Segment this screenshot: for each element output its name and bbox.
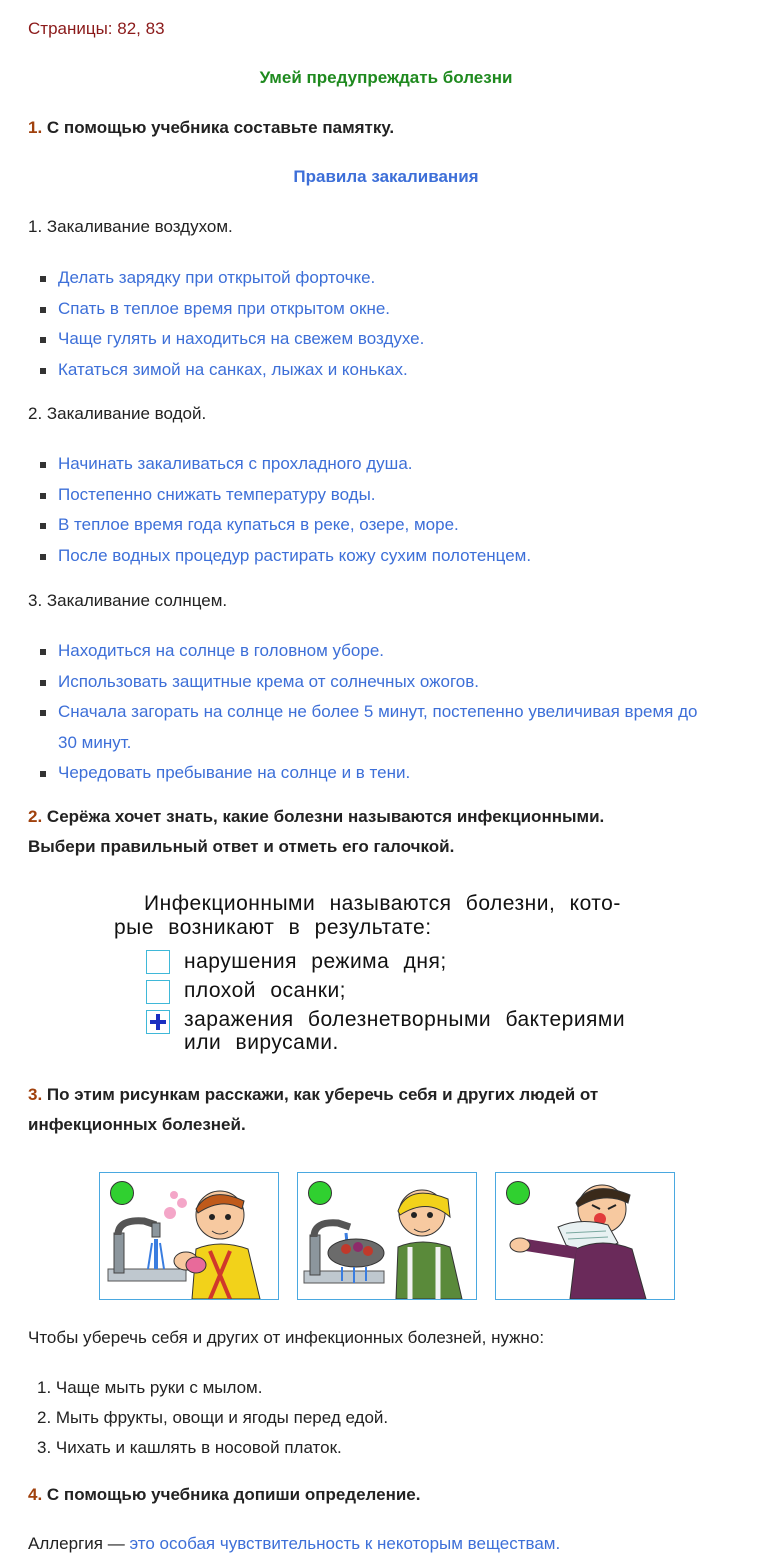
task2-heading [28,802,604,862]
water-list [40,449,720,571]
list-item: Начинать закаливаться с прохладного душа. [40,449,720,480]
task-number: 2. [28,807,43,826]
list-item: После водных процедур растирать кожу сухим полотенцем. [40,541,720,572]
answer-intro: Чтобы уберечь себя и других от инфекционных болезней, нужно: [28,1328,545,1347]
list-item: Находиться на солнце в головном уборе. [40,636,720,667]
sun-list [40,636,720,789]
task-text: С помощью учебника составьте памятку. [46,118,395,137]
boy-sneezing-icon [496,1173,674,1299]
answer-option: плохой осанки; [184,979,347,1002]
excerpt-line: рые возникают в результате: [114,916,432,939]
task4-heading [28,1480,420,1510]
task3-heading [28,1080,598,1140]
plus-mark-icon [147,1011,169,1033]
list-item: Спать в теплое время при открытом окне. [40,294,720,325]
list-item: Кататься зимой на санках, лыжах и коньках. [40,355,720,386]
task1-heading [28,113,394,143]
air-list [40,263,720,385]
list-item: 2. Мыть фрукты, овощи и ягоды перед едой. [37,1408,389,1427]
definition-term: Аллергия — [28,1534,130,1553]
answer-list [37,1373,388,1463]
answer-checkbox[interactable] [146,950,170,974]
picture-washing-hands [99,1172,279,1300]
answer-checkbox[interactable] [146,980,170,1004]
excerpt-line: Инфекционными называются болезни, кото- [144,892,621,915]
list-item: 3. Чихать и кашлять в носовой платок. [37,1438,342,1457]
task-number: 4. [28,1485,43,1504]
answer-option: нарушения режима дня; [184,950,447,973]
list-item: Делать зарядку при открытой форточке. [40,263,720,294]
list-item: В теплое время года купаться в реке, озере, море. [40,510,720,541]
list-item: Постепенно снижать температуру воды. [40,480,720,511]
list-item: Чаще гулять и находиться на свежем воздухе. [40,324,720,355]
textbook-excerpt [112,886,672,1066]
task-text: По этим рисункам расскажи, как уберечь себя и других людей от [46,1085,599,1104]
task-number: 3. [28,1085,43,1104]
rules-subtitle: Правила закаливания [293,167,479,186]
task-text-2: инфекционных болезней. [28,1115,246,1134]
task-number: 1. [28,118,43,137]
picture-washing-fruits [297,1172,477,1300]
list-item: Сначала загорать на солнце не более 5 минут, постепенно увеличивая время до 30 минут. [40,697,720,758]
list-item: Чередовать пребывание на солнце и в тени. [40,758,720,789]
pages-label: Страницы: 82, 83 [28,19,165,38]
task-text: Серёжа хочет знать, какие болезни называются инфекционными. [46,807,605,826]
task-text: С помощью учебника допиши определение. [46,1485,421,1504]
boy-washing-fruits-icon [298,1173,476,1299]
section-heading-sun: 3. Закаливание солнцем. [28,591,228,610]
boy-washing-hands-icon [100,1173,278,1299]
definition-line [28,1534,560,1554]
list-item: Использовать защитные крема от солнечных ожогов. [40,667,720,698]
task-text-2: Выбери правильный ответ и отметь его галочкой. [28,837,455,856]
picture-sneezing [495,1172,675,1300]
section-heading-water: 2. Закаливание водой. [28,404,207,423]
definition-text: это особая чувствительность к некоторым веществам. [129,1534,561,1553]
list-item: 1. Чаще мыть руки с мылом. [37,1378,263,1397]
answer-option-cont: или вирусами. [184,1031,339,1054]
section-heading-air: 1. Закаливание воздухом. [28,217,233,236]
page-title: Умей предупреждать болезни [259,68,513,87]
answer-checkbox-checked[interactable] [146,1010,170,1034]
answer-option: заражения болезнетворными бактериями [184,1008,626,1031]
